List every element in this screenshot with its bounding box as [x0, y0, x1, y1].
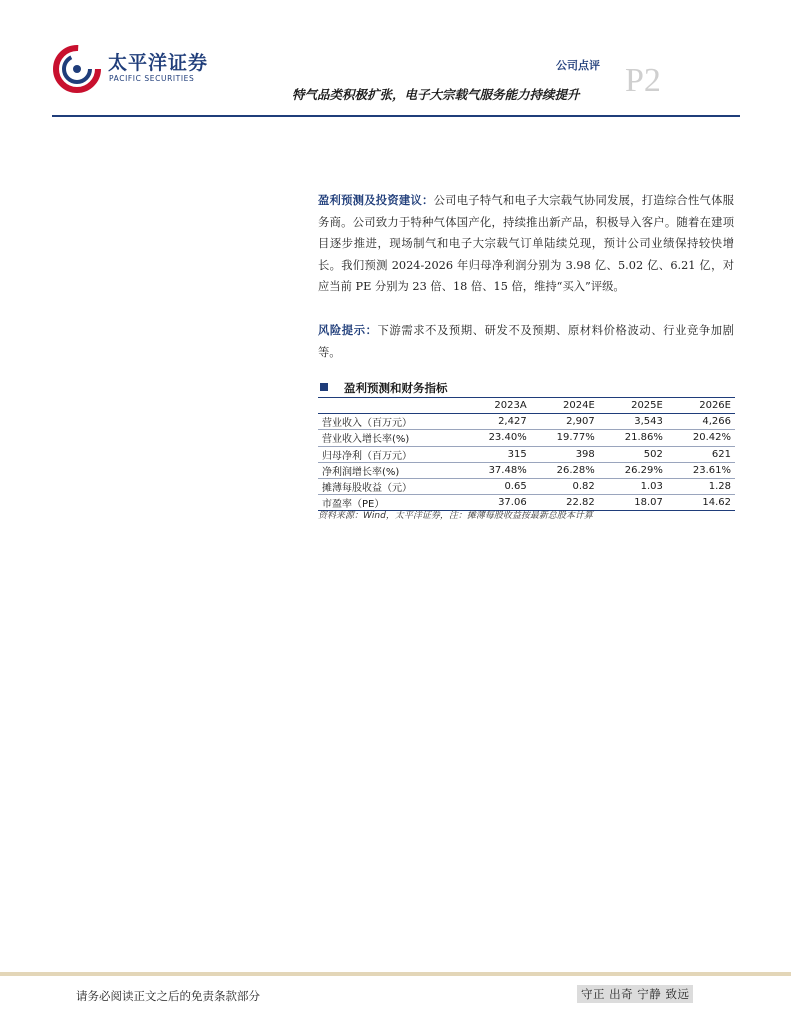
table-cell: 26.29% [599, 462, 667, 478]
column-header: 2023A [494, 400, 527, 412]
table-cell: 2,427 [463, 414, 531, 430]
table-row [318, 414, 735, 430]
report-type: 公司点评 [556, 59, 600, 72]
column-header: 2026E [699, 400, 731, 412]
table-title [320, 380, 448, 396]
table-row [318, 478, 735, 494]
row-label: 营业收入增长率(%) [318, 430, 463, 446]
investment-advice-text: 公司电子特气和电子大宗载气协同发展，打造综合性气体服务商。公司致力于特种气体国产化，持续推出新产品，积极导入客户。随着在建项目逐步推进，现场制气和电子大宗载气订单陆续兑现，预计公司业绩保持较快增长。我们预测 2024-2026 年归母净利润分别为 3.98 亿、5.02 亿、6.21 亿，对应当前 PE 分别为 23 倍、18 倍、15 倍，维持“买入”评级。 [318, 194, 734, 293]
table-cell: 23.61% [667, 462, 735, 478]
table-cell: 315 [463, 446, 531, 462]
logo-text-en: PACIFIC SECURITIES [109, 74, 195, 83]
table-source-note: 资料来源：Wind，太平洋证券，注：摊薄每股收益按最新总股本计算 [318, 511, 593, 521]
report-title: 特气品类积极扩张，电子大宗载气服务能力持续提升 [292, 87, 580, 102]
table-cell: 0.82 [531, 478, 599, 494]
table-cell: 398 [531, 446, 599, 462]
table-cell: 26.28% [531, 462, 599, 478]
risk-text: 下游需求不及预期、研发不及预期、原材料价格波动、行业竞争加剧等。 [318, 324, 734, 359]
investment-advice-label: 盈利预测及投资建议： [318, 193, 434, 207]
row-label: 营业收入（百万元） [318, 414, 463, 430]
footer-divider [0, 972, 791, 976]
table-cell: 502 [599, 446, 667, 462]
row-label: 净利润增长率(%) [318, 462, 463, 478]
company-logo [52, 44, 212, 94]
risk-paragraph [318, 320, 734, 363]
table-cell: 621 [667, 446, 735, 462]
row-label: 市盈率（PE） [318, 495, 463, 511]
table-row [318, 430, 735, 446]
square-bullet-icon [320, 383, 328, 391]
page-number: P2 [625, 62, 661, 99]
risk-label: 风险提示： [318, 323, 378, 337]
row-label: 摊薄每股收益（元） [318, 478, 463, 494]
table-title-text: 盈利预测和财务指标 [344, 381, 448, 395]
table-cell: 1.28 [667, 478, 735, 494]
table-row [318, 462, 735, 478]
table-cell: 22.82 [531, 495, 599, 511]
header-divider [52, 115, 740, 117]
table-cell: 0.65 [463, 478, 531, 494]
footer-motto: 守正 出奇 宁静 致远 [577, 985, 693, 1003]
column-header [318, 398, 463, 414]
table-cell: 20.42% [667, 430, 735, 446]
row-label: 归母净利（百万元） [318, 446, 463, 462]
table-cell: 37.48% [463, 462, 531, 478]
table-cell: 2,907 [531, 414, 599, 430]
table-header-row [318, 398, 735, 414]
investment-advice-paragraph [318, 190, 734, 298]
column-header: 2025E [631, 400, 663, 412]
table-cell: 3,543 [599, 414, 667, 430]
footer-disclaimer: 请务必阅读正文之后的免责条款部分 [76, 989, 260, 1003]
table-cell: 19.77% [531, 430, 599, 446]
table-cell: 14.62 [667, 495, 735, 511]
column-header: 2024E [563, 400, 595, 412]
table-cell: 21.86% [599, 430, 667, 446]
logo-text-cn: 太平洋证券 [108, 52, 209, 74]
table-cell: 37.06 [463, 495, 531, 511]
table-cell: 23.40% [463, 430, 531, 446]
table-cell: 4,266 [667, 414, 735, 430]
table-cell: 18.07 [599, 495, 667, 511]
table-cell: 1.03 [599, 478, 667, 494]
table-row [318, 446, 735, 462]
financial-table [318, 397, 735, 511]
pacific-securities-logo-icon [52, 44, 102, 94]
